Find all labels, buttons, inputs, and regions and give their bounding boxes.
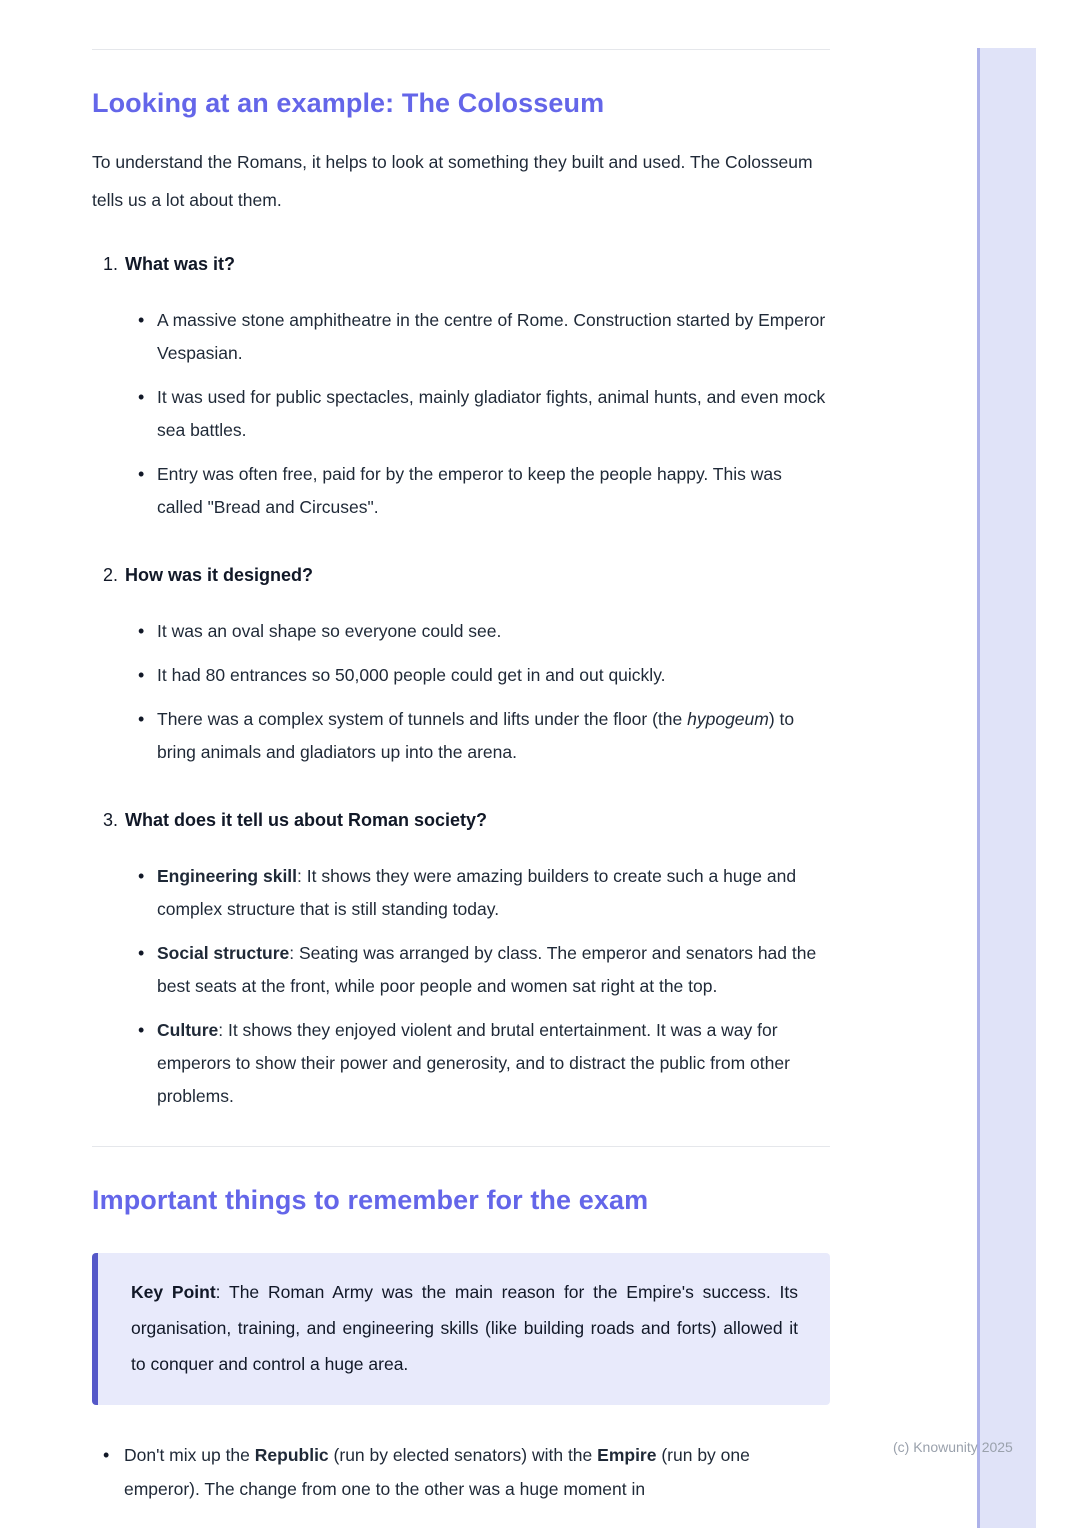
item-number: 1. — [103, 254, 119, 274]
document-content — [92, 0, 830, 1506]
bullet-icon: • — [138, 464, 145, 484]
section-title-exam: Important things to remember for the exam — [92, 1185, 649, 1215]
bullet-text: Don't mix up the Republic (run by elected senators) with the Empire (run by one emperor). The change from one to the other was a huge moment in — [124, 1445, 750, 1499]
bullet-icon: • — [138, 387, 145, 407]
intro-paragraph: To understand the Romans, it helps to look at something they built and used. The Colosseum tells us a lot about them. — [92, 152, 813, 210]
key-point-callout — [92, 1253, 830, 1405]
bullet-list — [92, 304, 830, 524]
key-point-text: Key Point: The Roman Army was the main reason for the Empire's success. Its organisation, training, and engineering skills (like building roads and forts) allowed it to conquer and control a huge area. — [131, 1282, 798, 1374]
list-item — [138, 615, 830, 648]
item-heading-label: What was it? — [125, 254, 236, 274]
bullet-list — [92, 860, 830, 1113]
bullet-icon: • — [138, 310, 145, 330]
bullet-text: Social structure: Seating was arranged by class. The emperor and senators had the best seats at the front, while poor people and women sat right at the top. — [157, 943, 817, 996]
bullet-icon: • — [138, 621, 145, 641]
top-divider — [92, 49, 830, 50]
item-number: 2. — [103, 565, 119, 585]
bullet-icon: • — [138, 665, 145, 685]
item-heading-label: How was it designed? — [125, 565, 314, 585]
numbered-item-1 — [92, 251, 830, 524]
bullet-icon: • — [138, 866, 145, 886]
copyright-label: (c) Knowunity 2025 — [893, 1439, 1013, 1455]
bullet-text: It had 80 entrances so 50,000 people could get in and out quickly. — [157, 665, 666, 685]
section-divider — [92, 1146, 830, 1147]
list-item — [138, 703, 830, 769]
item-heading — [92, 562, 830, 588]
bullet-text: Engineering skill: It shows they were amazing builders to create such a huge and complex structure that is still standing today. — [157, 866, 797, 919]
section-title-colosseum: Looking at an example: The Colosseum — [92, 88, 605, 118]
colosseum-numbered-list — [92, 251, 830, 1113]
numbered-item-3 — [92, 807, 830, 1113]
list-item — [138, 458, 830, 524]
bullet-list — [92, 615, 830, 769]
exam-bullet-list — [92, 1438, 830, 1506]
bullet-text: There was a complex system of tunnels and lifts under the floor (the hypogeum) to bring animals and gladiators up into the arena. — [157, 709, 795, 762]
bullet-text: Culture: It shows they enjoyed violent and brutal entertainment. It was a way for emperors to show their power and generosity, and to distract the public from other problems. — [157, 1020, 790, 1106]
list-item — [138, 659, 830, 692]
list-item — [138, 304, 830, 370]
item-heading — [92, 251, 830, 277]
list-item — [138, 381, 830, 447]
item-heading-label: What does it tell us about Roman society? — [125, 810, 488, 830]
scrollbar-track[interactable] — [977, 48, 1036, 1528]
bullet-text: It was used for public spectacles, mainly gladiator fights, animal hunts, and even mock sea battles. — [157, 387, 826, 440]
bullet-text: A massive stone amphitheatre in the centre of Rome. Construction started by Emperor Vespasian. — [157, 310, 826, 363]
bullet-icon: • — [138, 943, 145, 963]
bullet-icon: • — [138, 1020, 145, 1040]
list-item — [138, 860, 830, 926]
list-item — [138, 1014, 830, 1113]
numbered-item-2 — [92, 562, 830, 769]
list-item — [103, 1438, 830, 1506]
bullet-icon: • — [138, 709, 145, 729]
bullet-text: It was an oval shape so everyone could see. — [157, 621, 502, 641]
bullet-icon: • — [103, 1445, 110, 1465]
list-item — [138, 937, 830, 1003]
item-number: 3. — [103, 810, 119, 830]
item-heading — [92, 807, 830, 833]
bullet-text: Entry was often free, paid for by the emperor to keep the people happy. This was called "Bread and Circuses". — [157, 464, 782, 517]
